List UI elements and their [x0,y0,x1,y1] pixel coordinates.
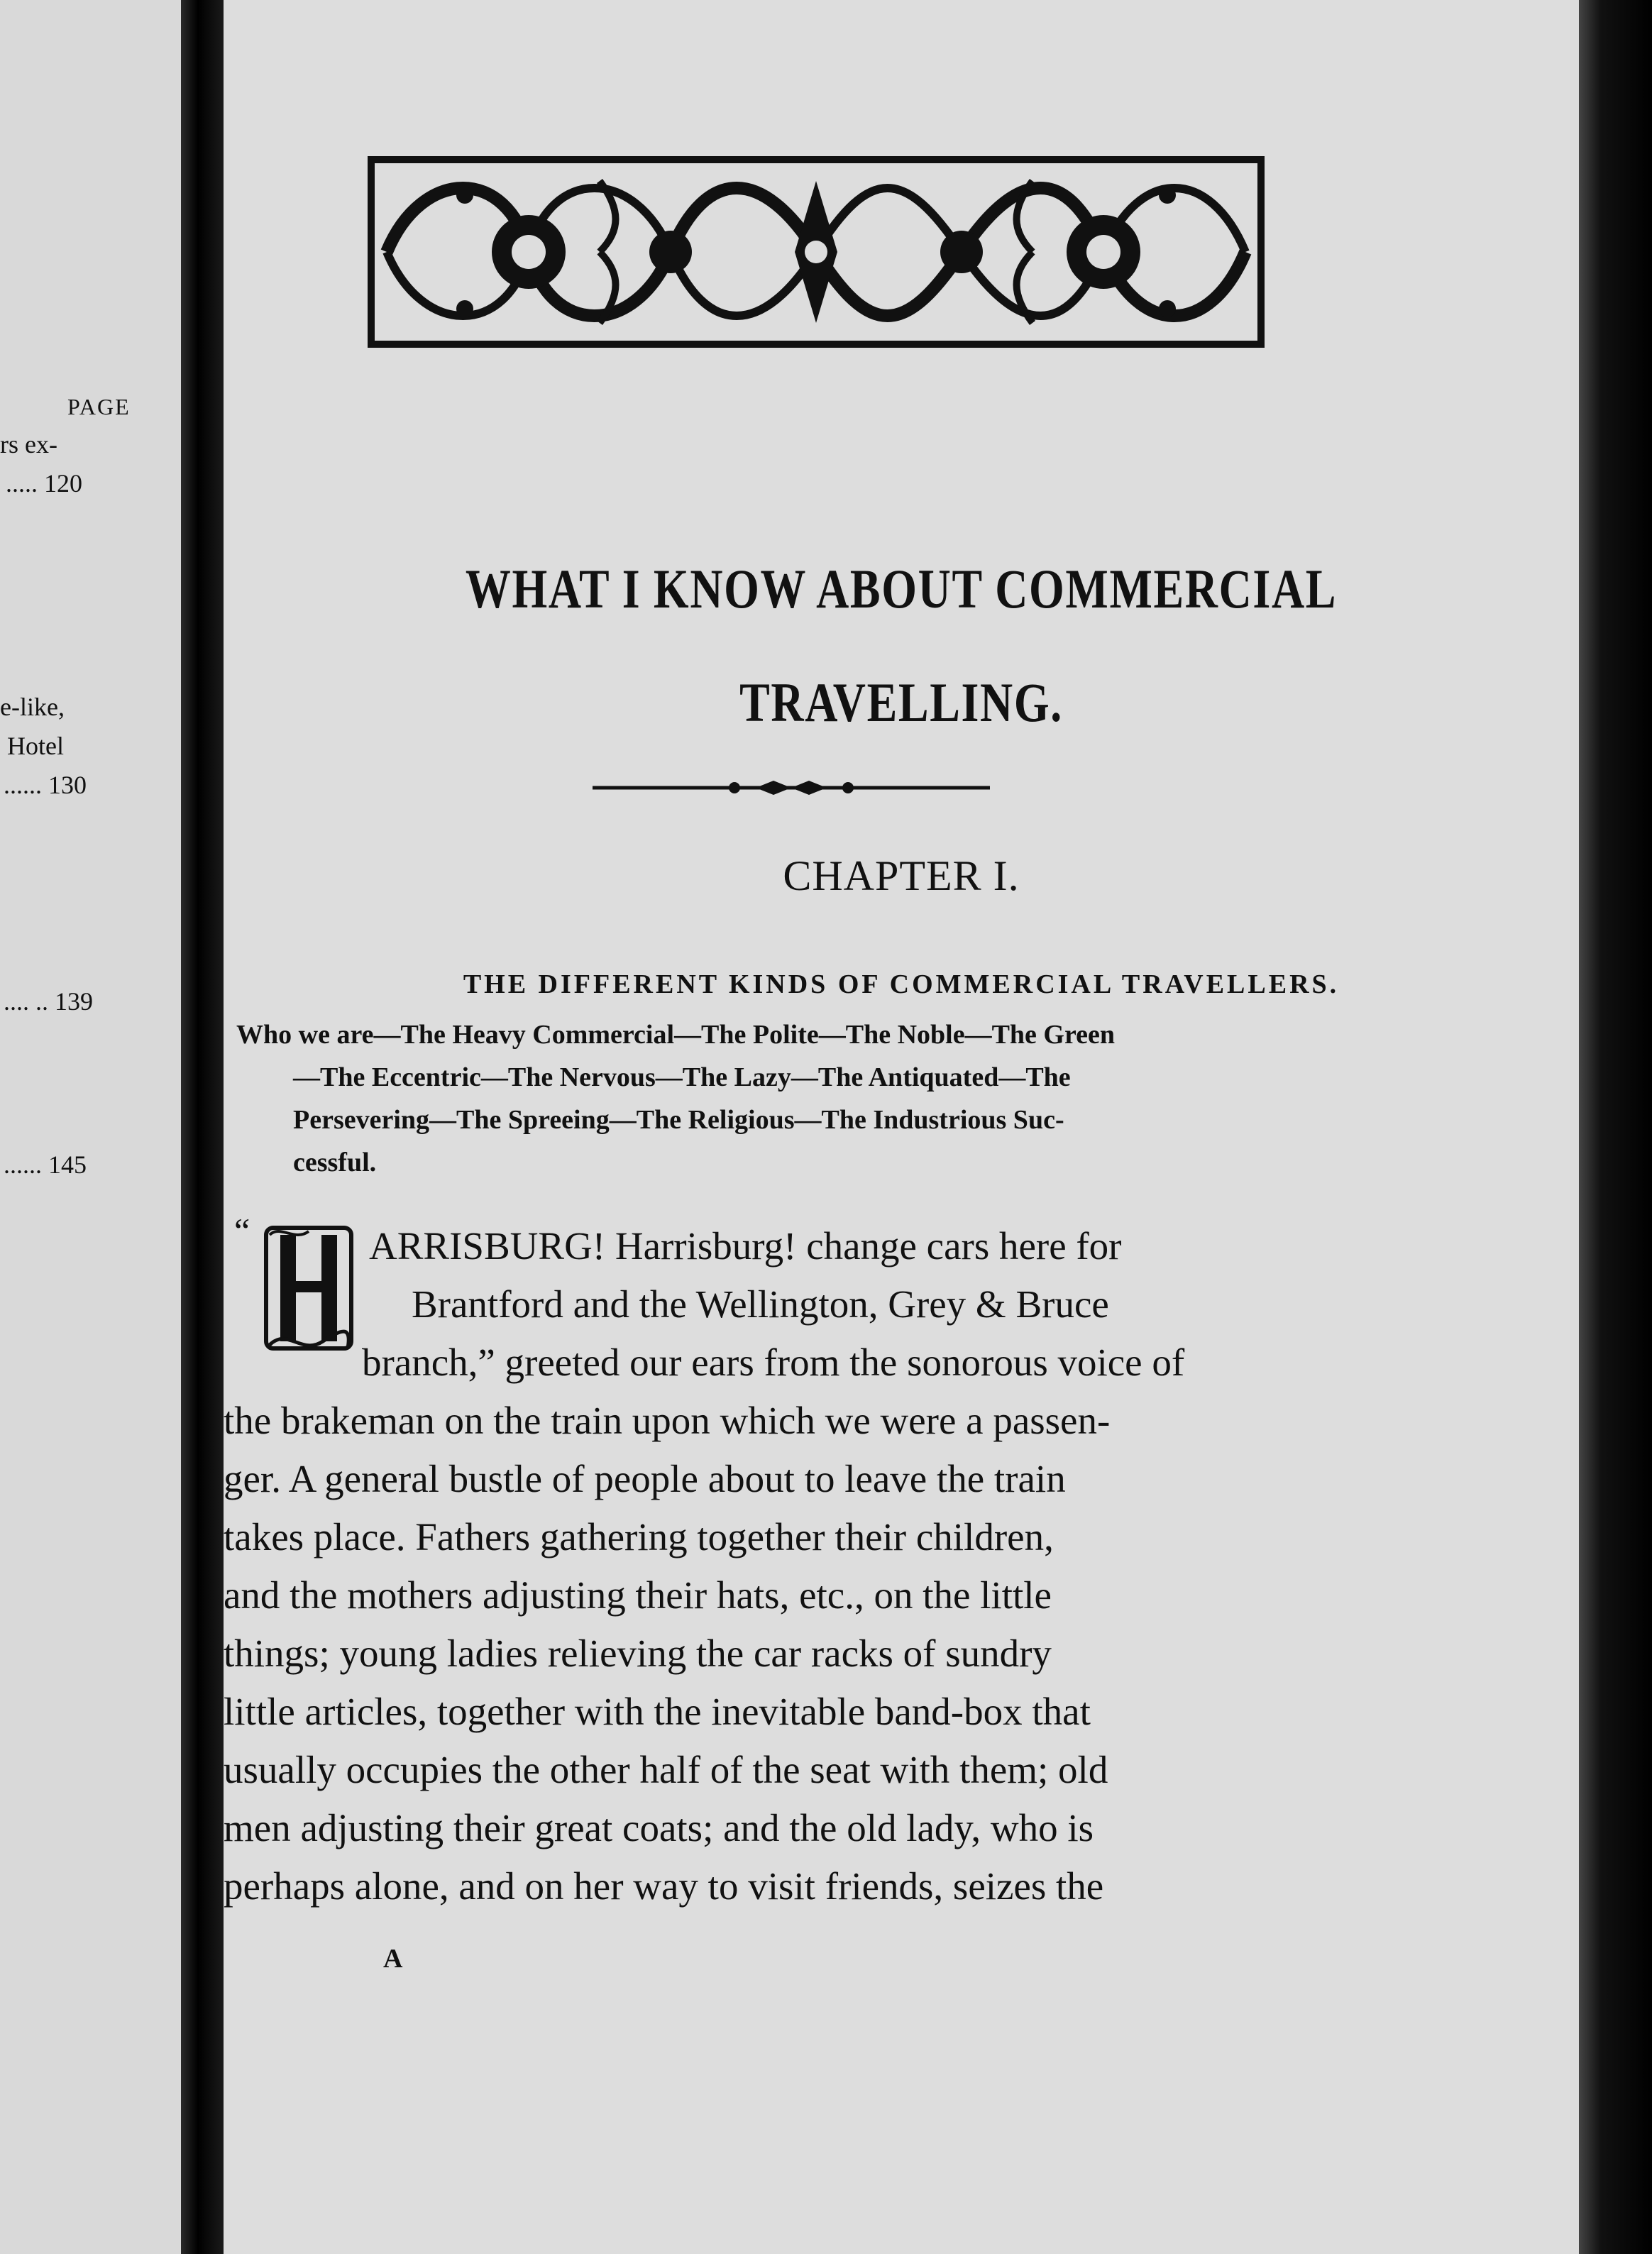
book-gutter [181,0,224,2254]
contents-line: ..... 120 [6,469,82,497]
contents-line: ...... 145 [4,1150,87,1179]
opening-quote: “ [234,1211,250,1250]
body-line: and the mothers adjusting their hats, etc., on the little [224,1573,1052,1617]
body-line: takes place. Fathers gathering together their children, [224,1515,1054,1558]
contents-line: Hotel [7,732,64,760]
contents-line: e-like, [0,693,65,721]
contents-line: rs ex- [0,430,57,458]
chapter-synopsis [236,1013,1347,1184]
synopsis-line: cessful. [293,1148,377,1177]
book-page [224,0,1579,2254]
section-heading: THE DIFFERENT KINDS OF COMMERCIAL TRAVELLERS. [463,969,1340,999]
synopsis-line: Who we are—The Heavy Commercial—The Polite—The Noble—The Green [236,1020,1116,1050]
body-line: the brakeman on the train upon which we were a passen- [224,1399,1111,1442]
ornamental-headpiece [365,153,1267,351]
book-title-line-1: WHAT I KNOW ABOUT COMMERCIAL [465,558,1338,620]
synopsis-line: Persevering—The Spreeing—The Religious—The Industrious Suc- [293,1105,1064,1135]
book-title-line-2: TRAVELLING. [739,671,1063,733]
contents-page-header: PAGE [67,394,131,419]
page-edge [1579,0,1652,2254]
body-line: ARRISBURG! Harrisburg! change cars here for [369,1224,1122,1268]
previous-page-fragment [0,0,181,2254]
synopsis-line: —The Eccentric—The Nervous—The Lazy—The Antiquated—The [293,1062,1071,1092]
body-line: branch,” greeted our ears from the sonorous voice of [362,1341,1185,1384]
body-line: things; young ladies relieving the car racks of sundry [224,1632,1052,1675]
body-line: men adjusting their great coats; and the old lady, who is [224,1806,1094,1849]
chapter-body [224,1217,1331,1915]
contents-line: ...... 130 [4,771,87,799]
contents-line: .... .. 139 [4,987,93,1016]
body-line: little articles, together with the inevitable band-box that [224,1690,1091,1733]
body-line: usually occupies the other half of the seat with them; old [224,1748,1108,1791]
body-line: Brantford and the Wellington, Grey & Bruce [412,1282,1109,1326]
signature-mark: A [383,1944,403,1974]
decorative-rule [593,774,990,802]
body-line: ger. A general bustle of people about to leave the train [224,1457,1066,1500]
chapter-heading: CHAPTER I. [783,852,1020,899]
body-line: perhaps alone, and on her way to visit friends, seizes the [224,1864,1104,1908]
